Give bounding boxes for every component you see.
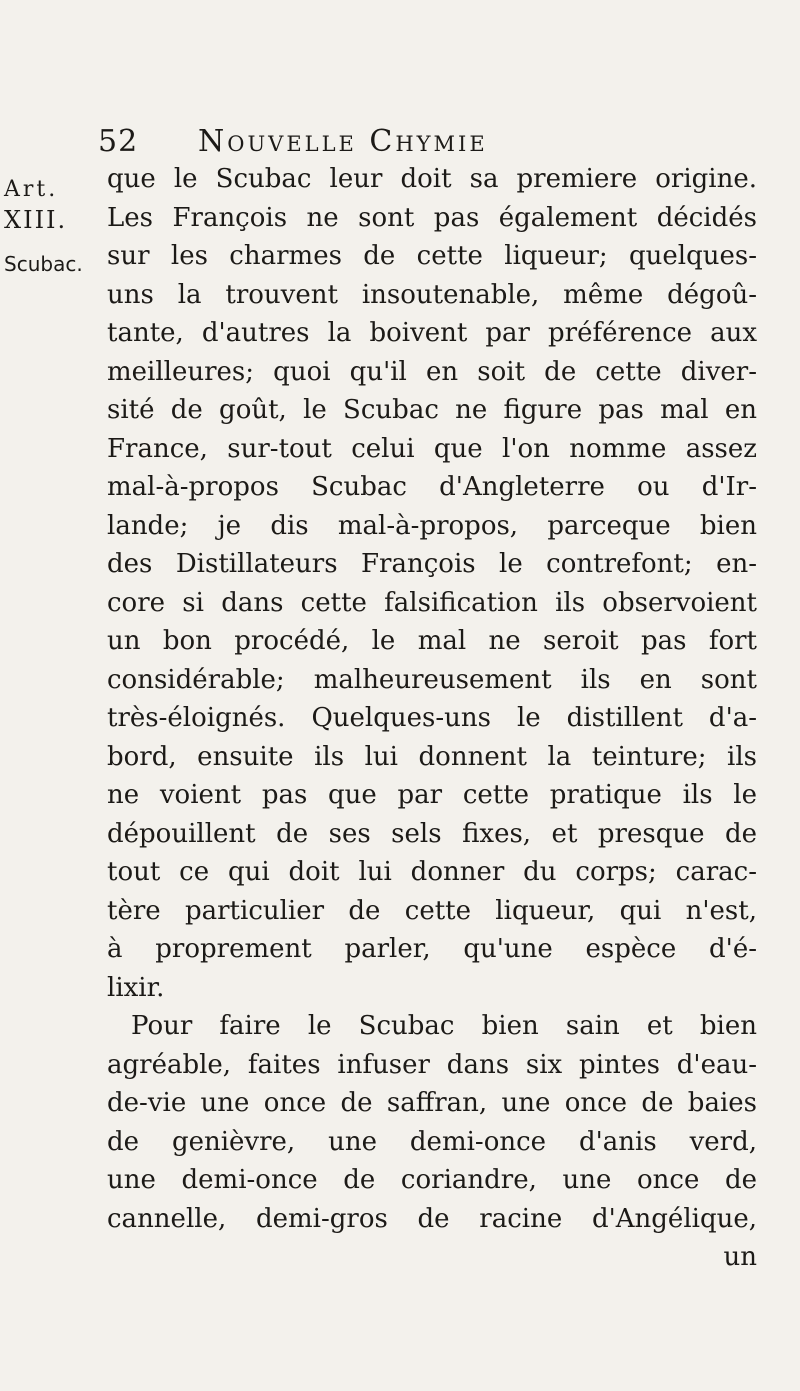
- text-line: ne voient pas que par cette pratique ils le: [107, 780, 757, 810]
- text-line: bord, ensuite ils lui donnent la teinture; ils: [107, 741, 757, 772]
- margin-article-label: Art.: [4, 177, 59, 202]
- text-line: sité de goût, le Scubac ne figure pas mal en: [107, 395, 757, 425]
- text-line: agréable, faites infuser dans six pintes d'eau-: [107, 1049, 757, 1080]
- text-line: Les François ne sont pas également décidés: [107, 202, 757, 233]
- text-line: très-éloignés. Quelques-uns le distillent d'a-: [107, 703, 757, 733]
- body-text: [107, 160, 757, 1277]
- text-line: core si dans cette falsification ils observoient: [107, 587, 757, 618]
- catchword: un: [723, 1242, 757, 1272]
- text-line: tère particulier de cette liqueur, qui n'est,: [107, 895, 757, 926]
- text-line: mal-à-propos Scubac d'Angleterre ou d'Ir-: [107, 472, 757, 502]
- text-line: France, sur-tout celui que l'on nomme assez: [107, 433, 757, 464]
- text-line: de genièvre, une demi-once d'anis verd,: [107, 1126, 757, 1157]
- text-line: Pour faire le Scubac bien sain et bien: [131, 1011, 757, 1041]
- text-line: des Distillateurs François le contrefont; en-: [107, 549, 757, 579]
- text-line: un bon procédé, le mal ne seroit pas fort: [107, 626, 757, 656]
- text-line: sur les charmes de cette liqueur; quelques-: [107, 241, 757, 271]
- text-line: cannelle, demi-gros de racine d'Angélique,: [107, 1203, 757, 1234]
- text-line: une demi-once de coriandre, une once de: [107, 1165, 757, 1195]
- running-title: Nouvelle Chymie: [198, 124, 488, 159]
- margin-article-number: XIII.: [4, 206, 68, 234]
- margin-subject: Scubac.: [4, 252, 83, 276]
- text-line: uns la trouvent insoutenable, même dégoû-: [107, 279, 757, 310]
- text-line: dépouillent de ses sels fixes, et presque de: [107, 818, 757, 849]
- text-line: considérable; malheureusement ils en sont: [107, 664, 757, 695]
- text-line: lixir.: [107, 972, 165, 1003]
- text-line: tante, d'autres la boivent par préférence aux: [107, 318, 757, 348]
- margin-note: [4, 175, 84, 279]
- text-line: de-vie une once de saffran, une once de baies: [107, 1088, 757, 1118]
- text-line: lande; je dis mal-à-propos, parceque bien: [107, 510, 757, 541]
- text-line: meilleures; quoi qu'il en soit de cette diver-: [107, 356, 757, 387]
- page-number: 52: [98, 124, 139, 159]
- text-line: à proprement parler, qu'une espèce d'é-: [107, 934, 757, 964]
- text-line: que le Scubac leur doit sa premiere origine.: [107, 164, 757, 194]
- text-line: tout ce qui doit lui donner du corps; carac-: [107, 857, 757, 887]
